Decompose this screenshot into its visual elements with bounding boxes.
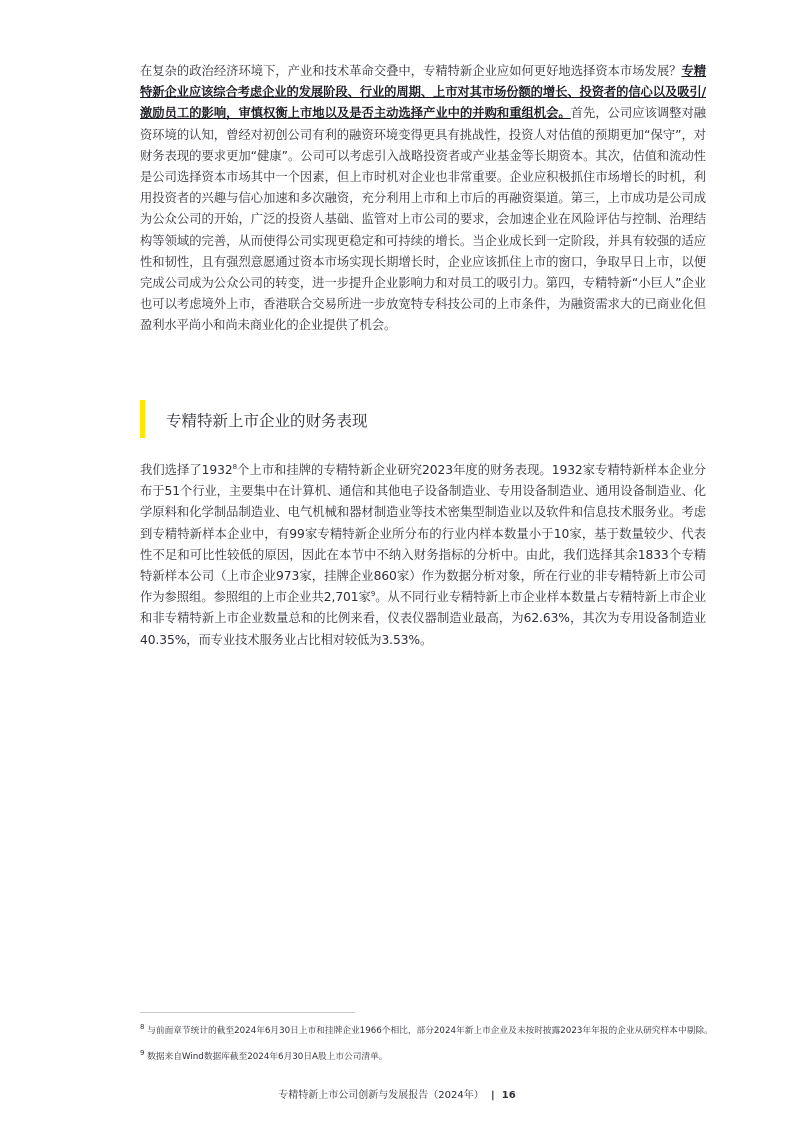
page-number: 16 <box>501 1090 516 1101</box>
section-heading <box>140 398 706 438</box>
section-title: 专精特新上市企业的财务表现 <box>166 412 368 430</box>
paragraph-lead: 在复杂的政治经济环境下，产业和技术革命交叠中，专精特新企业应如何更好地选择资本市场发展？ <box>140 64 682 78</box>
footnote-9 <box>140 1051 740 1064</box>
paragraph-body: 首先，公司应该调整对融资环境的认知，曾经对初创公司有利的融资环境变得更具有挑战性，投资人对估值的预期更加“保守”，对财务表现的要求更加“健康”。公司可以考虑引入战略投资者或产业基金等长期资本。其次，估值和流动性是公司选择资本市场其中一个因素，但上市时机对企业也非常重要。企业应积极抓住市场增长的时机，利用投资者的兴趣与信心加速和多次融资，充分利用上市和上市后的再融资渠道。第三，上市成功是公司成为公众公司的开始，广泛的投资人基础、监管对上市公司的要求，会加速企业在风险评估与控制、治理结构等领域的完善，从而使得公司实现更稳定和可持续的增长。当企业成长到一定阶段，并具有较强的适应性和韧性，且有强烈意愿通过资本市场实现长期增长时，企业应该抓住上市的窗口，争取早日上市，以便完成公司成为公众公司的转变，进一步提升企业影响力和对员工的吸引力。第四，专精特新“小巨人”企业也可以考虑境外上市，香港联合交易所进一步放宽特专科技公司的上市条件，为融资需求大的已商业化但盈利水平尚小和尚未商业化的企业提供了机会。 <box>140 106 706 333</box>
footnote-text-8: 与前面章节统计的截至2024年6月30日上市和挂牌企业1966个相比，部分2024年新上市企业及未按时披露2023年年报的企业从研究样本中剔除。 <box>147 1026 713 1036</box>
footnote-mark-9: 9 <box>140 1049 145 1058</box>
financial-paragraph <box>140 460 706 651</box>
footer-title: 专精特新上市公司创新与发展报告（2024年） <box>278 1090 484 1101</box>
heading-accent-bar <box>140 400 145 438</box>
page-footer <box>0 1086 794 1101</box>
footnote-divider <box>140 1012 355 1013</box>
footnote-mark-8: 8 <box>140 1023 145 1032</box>
paragraph-text-1: 我们选择了1932 <box>140 463 233 477</box>
paragraph-emphasis: 专精特新企业应该综合考虑企业的发展阶段、行业的周期、上市对其市场份额的增长、投资者的信心以及吸引/激励员工的影响，审慎权衡上市地以及是否主动选择产业中的并购和重组机会。 <box>140 64 706 121</box>
footnote-ref-9[interactable]: 9 <box>370 590 376 599</box>
strategy-paragraph <box>140 61 706 337</box>
paragraph-text-2: 个上市和挂牌的专精特新企业研究2023年度的财务表现。1932家专精特新样本企业分布于51个行业，主要集中在计算机、通信和其他电子设备制造业、专用设备制造业、通用设备制造业、化学原料和化学制品制造业、电气机械和器材制造业等技术密集型制造业以及软件和信息技术服务业。考虑到专精特新样本企业中，有99家专精特新企业所分布的行业内样本数量小于10家，基于数量较少、代表性不足和可比性较低的原因，因此在本节中不纳入财务指标的分析中。由此，我们选择其余1833个专精特新样本公司（上市企业973家，挂牌企业860家）作为数据分析对象，所在行业的非专精特新上市公司作为参照组。参照组的上市企业共2,701家 <box>140 463 706 605</box>
footnote-ref-8[interactable]: 8 <box>232 462 237 471</box>
footer-separator: | <box>490 1090 495 1101</box>
footnote-text-9: 数据来自Wind数据库截至2024年6月30日A股上市公司清单。 <box>147 1052 388 1062</box>
footnote-8 <box>140 1025 740 1038</box>
paragraph-text-3: 。从不同行业专精特新上市企业样本数量占专精特新上市企业和非专精特新上市企业数量总和的比例来看，仪表仪器制造业最高，为62.63%，其次为专用设备制造业40.35%，而专业技术服务业占比相对较低为3.53%。 <box>140 590 706 647</box>
